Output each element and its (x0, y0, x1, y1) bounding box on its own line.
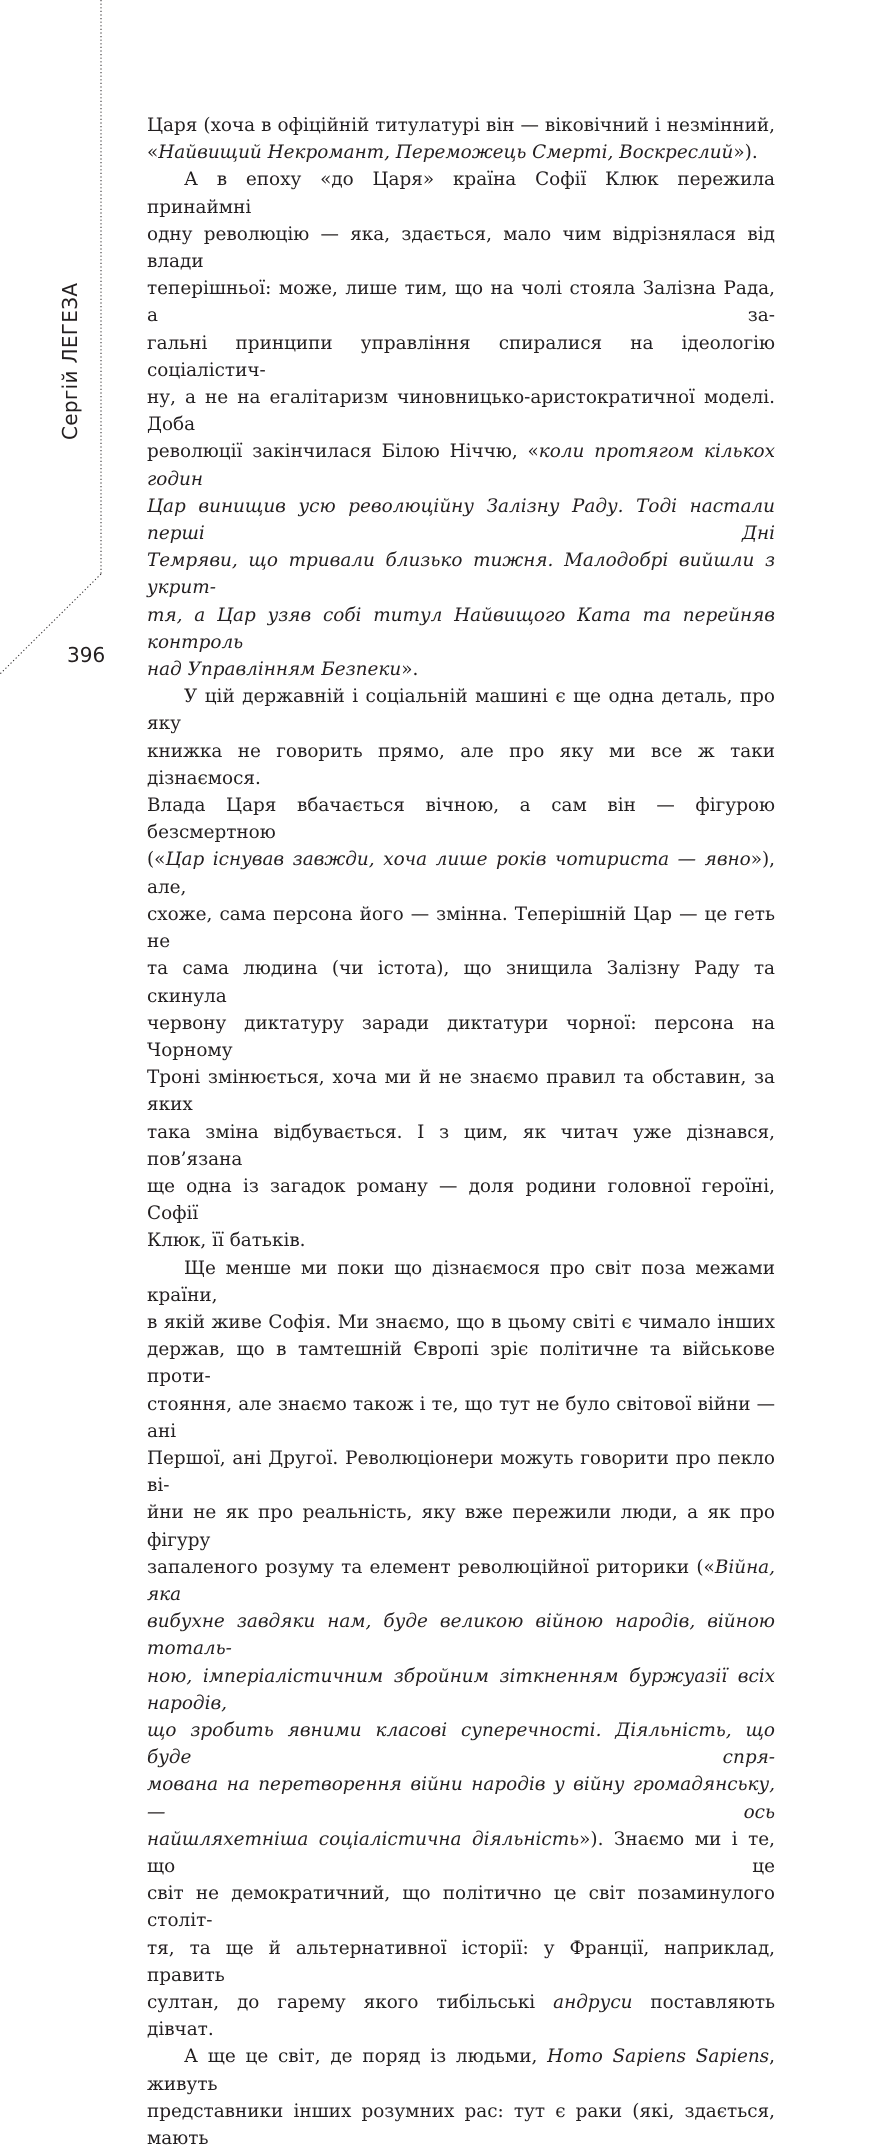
text-segment: схоже, сама персона його — змінна. Теперішній Цар — це геть не (147, 903, 775, 953)
italic-text: найшляхетніша соціалістична діяльність (147, 1828, 580, 1850)
text-segment: йни не як про реальність, яку вже пережили люди, а як про фігуру (147, 1502, 775, 1551)
text-segment: така зміна відбувається. І з цим, як читач уже дізнався, пов’язана (147, 1121, 775, 1170)
text-line (147, 2098, 775, 2152)
text-line (147, 1445, 775, 1499)
italic-text: андруси (553, 1992, 633, 2014)
text-line (147, 1064, 775, 1118)
italic-text: що зробить явними класові суперечності. Діяльність, що буде спря- (147, 1719, 775, 1769)
text-segment: поставляють дівчат. (147, 1992, 776, 2041)
text-segment: А в епоху «до Царя» країна Софії Клюк пережила принаймні (147, 169, 775, 218)
text-segment: (« (147, 849, 166, 871)
text-line (147, 221, 775, 275)
text-segment: ще одна із загадок роману — доля родини головної героїні, Софії (147, 1175, 775, 1225)
text-line (147, 1336, 775, 1390)
text-segment: тя, та ще й альтернативної історії: у Франції, наприклад, править (147, 1937, 775, 1986)
italic-text: Цар існував завжди, хоча лише років чотириста — явно (165, 849, 751, 871)
text-line (147, 792, 775, 846)
text-line (147, 330, 775, 384)
italic-text: коли протягом кількох годин (147, 441, 775, 490)
text-segment: »). Знаємо ми і те, що це (147, 1828, 775, 1877)
text-segment: в якій живе Софія. Ми знаємо, що в цьому світі є чимало інших (147, 1311, 775, 1333)
text-segment: держав, що в тамтешній Європі зріє політичне та військове проти- (147, 1339, 775, 1388)
running-head: Сергій ЛЕГЕЗА (58, 282, 82, 440)
text-line (147, 112, 775, 139)
text-line (147, 1309, 775, 1336)
text-line (147, 1771, 775, 1825)
italic-text: Цар винищив усю революційну Залізну Раду. Тоді настали перші Дні (147, 495, 775, 545)
text-segment: Клюк, її батьків. (147, 1230, 306, 1252)
text-line (147, 139, 775, 166)
italic-text: Війна, яка (147, 1556, 775, 1605)
text-line (147, 738, 775, 792)
text-line (147, 1499, 775, 1553)
text-segment: представники інших розумних рас: тут є раки (які, здається, мають (147, 2100, 775, 2150)
text-segment: Троні змінюється, хоча ми й не знаємо правил та обставин, за яких (147, 1067, 775, 1116)
text-segment: У цій державній і соціальній машині є ще одна деталь, про яку (147, 686, 775, 735)
italic-text: вибухне завдяки нам, буде великою війною народів, війною тоталь- (147, 1611, 775, 1660)
text-segment: гальні принципи управління спиралися на ідеологію соціалістич- (147, 332, 775, 381)
text-line (147, 2043, 775, 2097)
italic-text: Найвищий Некромант, Переможець Смерті, Воскреслий (158, 142, 734, 164)
italic-text: Homo Sapiens Sapiens (547, 2046, 770, 2068)
italic-text: Темряви, що тривали близько тижня. Малодобрі вийшли з укрит- (147, 550, 775, 599)
text-line (147, 901, 775, 955)
text-line (147, 1391, 775, 1445)
text-line (147, 1010, 775, 1064)
italic-text: мована на перетворення війни народів у війну громадянську, — ось (147, 1774, 775, 1823)
text-segment: та сама людина (чи істота), що знищила Залізну Раду та скинула (147, 958, 775, 1007)
text-line (147, 1935, 775, 1989)
text-segment: султан, до гарему якого тибільські (147, 1992, 554, 2014)
text-line (147, 438, 775, 492)
text-segment: Влада Царя вбачається вічною, а сам він — фігурою безсмертною (147, 795, 775, 844)
text-segment: ну, а не на егалітаризм чиновницько-аристократичної моделі. Доба (147, 387, 775, 436)
text-line (147, 1663, 775, 1717)
text-line (147, 846, 775, 900)
text-segment: світ не демократичний, що політично це світ позаминулого століт- (147, 1883, 775, 1932)
text-line (147, 1880, 775, 1934)
text-segment: Царя (хоча в офіційній титулатурі він — віковічний і незмінний, (147, 115, 775, 136)
text-segment: революції закінчилася Білою Ніччю, « (147, 441, 539, 463)
text-line (147, 1826, 775, 1880)
text-line (147, 547, 775, 601)
text-segment: А ще це світ, де поряд із людьми, (184, 2046, 548, 2068)
text-segment: ». (401, 659, 419, 681)
text-line (147, 1227, 775, 1254)
text-segment: »), але, (147, 849, 775, 898)
text-segment: , живуть (147, 2046, 775, 2095)
page-number: 396 (67, 643, 106, 667)
text-line (147, 166, 775, 220)
text-line (147, 384, 775, 438)
text-line (147, 1173, 775, 1227)
text-line (147, 1717, 775, 1771)
text-segment: Ще менше ми поки що дізнаємося про світ поза межами країни, (147, 1257, 775, 1306)
text-line (147, 656, 775, 683)
text-segment: стояння, але знаємо також і те, що тут не було світової війни — ані (147, 1393, 775, 1442)
text-line (147, 493, 775, 547)
italic-text: над Управлінням Безпеки (147, 659, 402, 681)
text-segment: книжка не говорить прямо, але про яку ми все ж таки дізнаємося. (147, 740, 775, 789)
text-line (147, 1255, 775, 1309)
text-segment: червону диктатуру заради диктатури чорної: персона на Чорному (147, 1012, 775, 1061)
text-line (147, 683, 775, 737)
text-line (147, 955, 775, 1009)
text-segment: запаленого розуму та елемент революційної риторики (« (147, 1556, 715, 1578)
italic-text: тя, а Цар узяв собі титул Найвищого Ката та перейняв контроль (147, 604, 775, 653)
text-segment: одну революцію — яка, здається, мало чим відрізнялася від влади (147, 223, 775, 273)
body-text (147, 112, 775, 2152)
text-segment: Першої, ані Другої. Революціонери можуть говорити про пекло ві- (147, 1447, 775, 1497)
text-segment: « (147, 142, 159, 164)
text-line (147, 1989, 775, 2043)
text-segment: теперішньої: може, лише тим, що на чолі стояла Залізна Рада, а за- (147, 278, 775, 327)
text-line (147, 275, 775, 329)
text-line (147, 1608, 775, 1662)
italic-text: ною, імперіалістичним збройним зіткненням буржуазії всіх народів, (147, 1665, 775, 1714)
text-segment: »). (733, 142, 758, 164)
text-line (147, 602, 775, 656)
text-line (147, 1554, 775, 1608)
text-line (147, 1119, 775, 1173)
